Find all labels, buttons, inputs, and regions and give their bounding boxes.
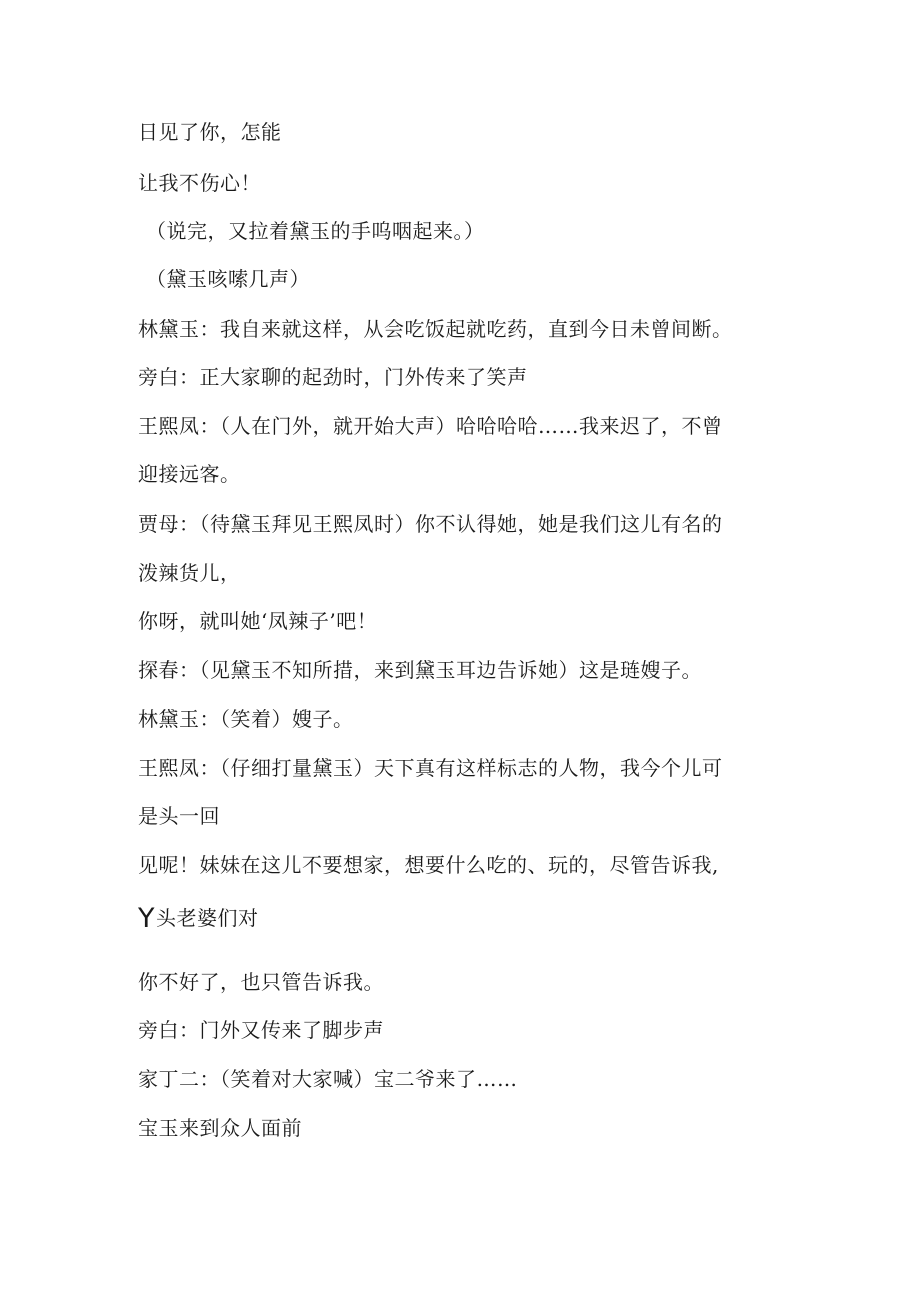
dialogue-line: 家丁二：（笑着对大家喊）宝二爷来了…… bbox=[138, 1067, 518, 1091]
dialogue-line: 王熙凤：（仔细打量黛玉）天下真有这样标志的人物，我今个儿可 bbox=[138, 756, 723, 780]
narration-line: 旁白：门外又传来了脚步声 bbox=[138, 1018, 384, 1042]
text-line: 让我不伤心！ bbox=[138, 171, 261, 195]
dialogue-line: 见呢！妹妹在这儿不要想家，想要什么吃的、玩的，尽管告诉我, bbox=[138, 853, 719, 877]
dialogue-line: 探春：（见黛玉不知所措，来到黛玉耳边告诉她）这是琏嫂子。 bbox=[138, 658, 702, 682]
dialogue-line-ya bbox=[138, 905, 259, 932]
dialogue-line: 泼辣货儿， bbox=[138, 561, 241, 585]
stage-direction: （黛玉咳嗦几声） bbox=[146, 267, 310, 291]
dialogue-line: 迎接远客。 bbox=[138, 462, 241, 486]
dialogue-line: 你不好了，也只管告诉我。 bbox=[138, 970, 384, 994]
dialogue-line: 林黛玉：我自来就这样，从会吃饭起就吃药，直到今日未曾间断。 bbox=[138, 317, 733, 341]
narration-line: 旁白：正大家聊的起劲时，门外传来了笑声 bbox=[138, 365, 528, 389]
y-glyph: Y bbox=[138, 903, 155, 934]
dialogue-line: 林黛玉：（笑着）嫂子。 bbox=[138, 707, 354, 731]
narration-line: 宝玉来到众人面前 bbox=[138, 1116, 302, 1140]
dialogue-line: 你呀，就叫她‘凤辣子’吧！ bbox=[138, 609, 378, 633]
text-line: 日见了你，怎能 bbox=[138, 120, 282, 144]
dialogue-line: 贾母：（待黛玉拜见王熙凤时）你不认得她，她是我们这儿有名的 bbox=[138, 512, 723, 536]
dialogue-line: 王熙凤：（人在门外，就开始大声）哈哈哈哈……我来迟了，不曾 bbox=[138, 414, 723, 438]
dialogue-line: 是头一回 bbox=[138, 804, 220, 828]
stage-direction: （说完，又拉着黛玉的手呜咽起来。） bbox=[146, 219, 485, 243]
dialogue-line-ya-text: 头老婆们对 bbox=[156, 906, 259, 930]
